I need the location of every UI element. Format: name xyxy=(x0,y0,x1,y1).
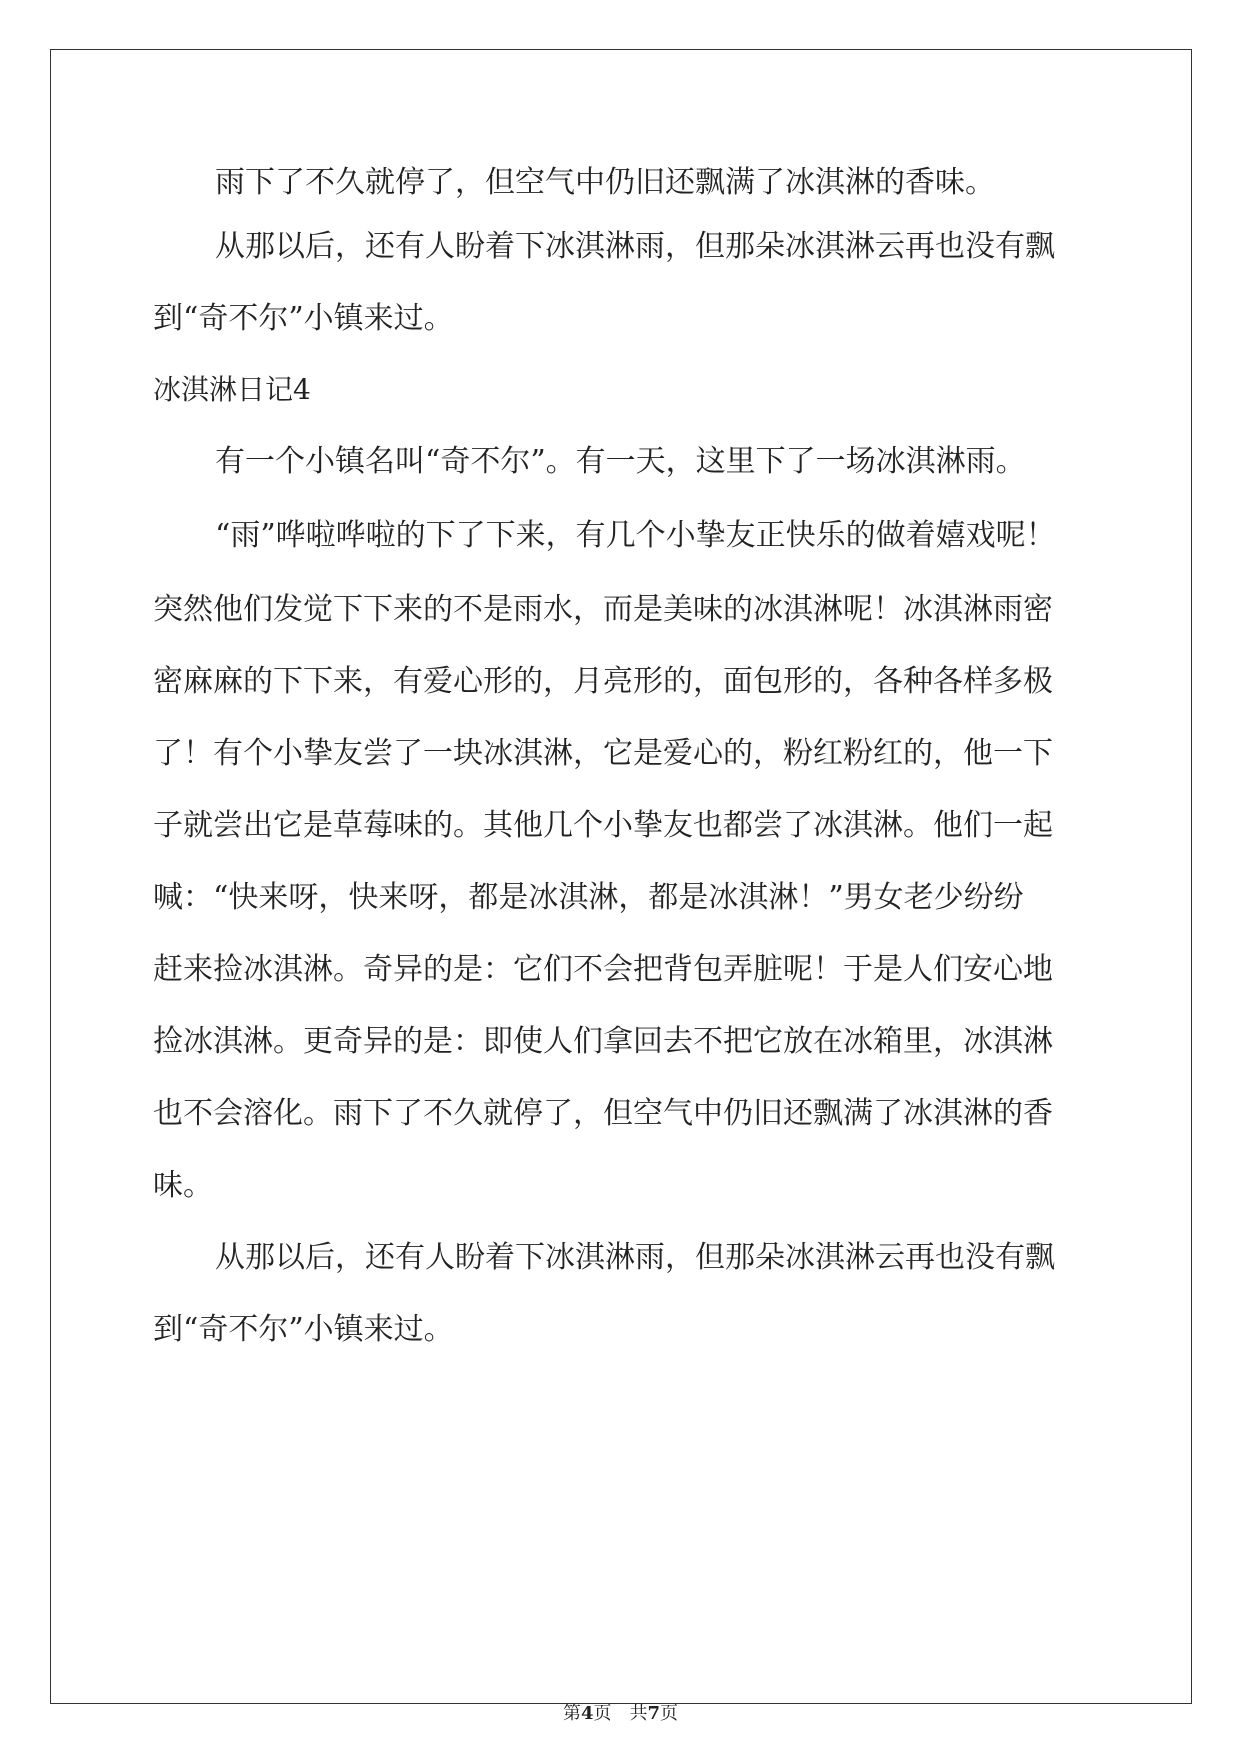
page-border xyxy=(50,49,1192,1704)
paragraph-line: 味。 xyxy=(153,1168,213,1203)
page-number-suffix: 页 xyxy=(593,1703,612,1724)
total-pages-prefix: 共 xyxy=(629,1703,648,1724)
paragraph-line: 有一个小镇名叫“奇不尔”。有一天，这里下了一场冰淇淋雨。 xyxy=(215,444,1026,479)
section-heading: 冰淇淋日记4 xyxy=(153,373,311,406)
current-page-number: 4 xyxy=(580,1703,594,1724)
paragraph-line: 到“奇不尔”小镇来过。 xyxy=(153,301,454,336)
total-pages-suffix: 页 xyxy=(660,1703,679,1724)
paragraph-line: 子就尝出它是草莓味的。其他几个小挚友也都尝了冰淇淋。他们一起 xyxy=(153,808,1053,843)
paragraph-line: 喊：“快来呀，快来呀，都是冰淇淋，都是冰淇淋！”男女老少纷纷 xyxy=(153,880,1024,915)
paragraph-line: 雨下了不久就停了，但空气中仍旧还飘满了冰淇淋的香味。 xyxy=(215,165,995,200)
paragraph-line: 捡冰淇淋。更奇异的是：即使人们拿回去不把它放在冰箱里，冰淇淋 xyxy=(153,1024,1053,1059)
paragraph-line: 从那以后，还有人盼着下冰淇淋雨，但那朵冰淇淋云再也没有飘 xyxy=(215,229,1055,264)
paragraph-line: “雨”哗啦哗啦的下了下来，有几个小挚友正快乐的做着嬉戏呢！ xyxy=(215,518,1056,553)
paragraph-line: 了！有个小挚友尝了一块冰淇淋，它是爱心的，粉红粉红的，他一下 xyxy=(153,736,1053,771)
page-footer xyxy=(0,1702,1241,1726)
paragraph-line: 也不会溶化。雨下了不久就停了，但空气中仍旧还飘满了冰淇淋的香 xyxy=(153,1096,1053,1131)
paragraph-line: 突然他们发觉下下来的不是雨水，而是美味的冰淇淋呢！冰淇淋雨密 xyxy=(153,592,1053,627)
paragraph-line: 赶来捡冰淇淋。奇异的是：它们不会把背包弄脏呢！于是人们安心地 xyxy=(153,952,1053,987)
paragraph-line: 密麻麻的下下来，有爱心形的，月亮形的，面包形的，各种各样多极 xyxy=(153,664,1053,699)
total-page-count: 7 xyxy=(647,1703,661,1724)
paragraph-line: 到“奇不尔”小镇来过。 xyxy=(153,1312,454,1347)
page-number-prefix: 第 xyxy=(562,1703,581,1724)
paragraph-line: 从那以后，还有人盼着下冰淇淋雨，但那朵冰淇淋云再也没有飘 xyxy=(215,1240,1055,1275)
